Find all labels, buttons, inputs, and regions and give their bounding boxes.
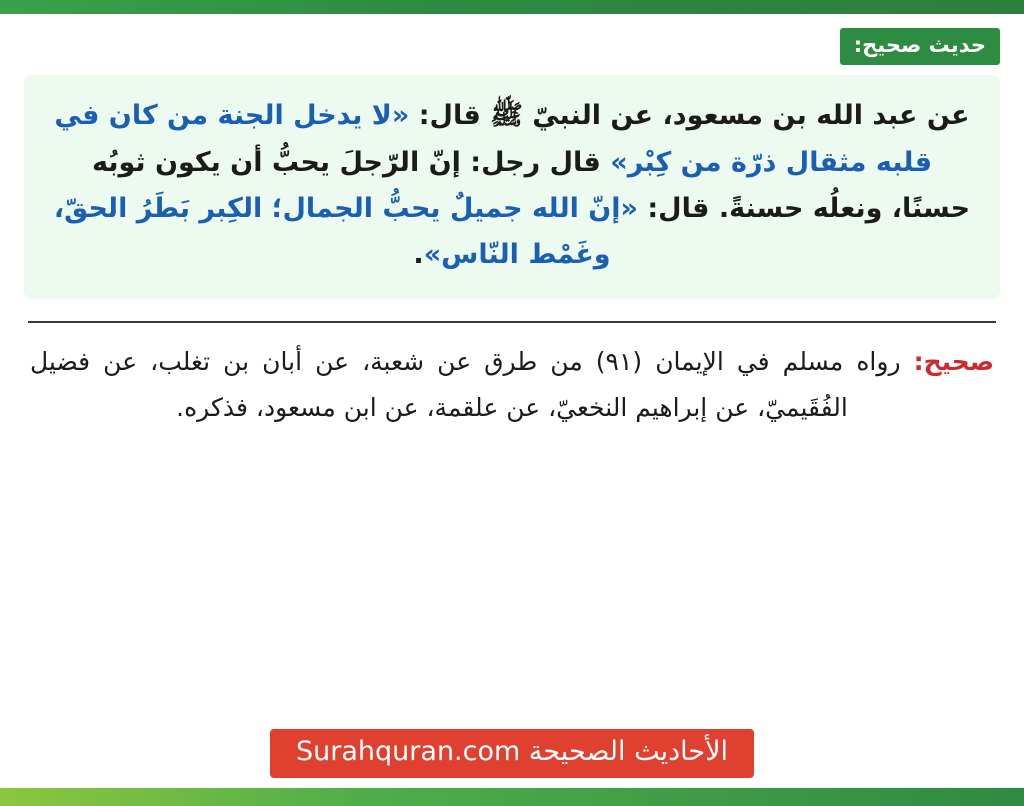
section-divider (28, 321, 996, 323)
hadith-quote-2: «إنّ الله جميلٌ يحبُّ الجمال؛ الكِبر بَطَرُ الحقّ، وغَمْط النّاس» (53, 192, 638, 271)
takhrij-text (30, 339, 994, 432)
takhrij-grade-word: صحيح: (913, 346, 994, 376)
hadith-quote-1: «لا يدخل الجنة من كان في قلبه مثقال ذرّة من كِبْر» (54, 100, 932, 178)
hadith-part-3: . (413, 239, 424, 271)
top-green-bar (0, 0, 1024, 14)
takhrij-body: رواه مسلم في الإيمان (٩١) من طرق عن شعبة، عن أبان بن تغلب، عن فضيل الفُقَيميّ، عن إبراهيم النخعيّ، عن علقمة، عن ابن مسعود، فذكره. (30, 346, 914, 423)
hadith-part-1: عن عبد الله بن مسعود، عن النبيّ ﷺ قال: (409, 100, 970, 132)
grade-tag-row (24, 28, 1000, 65)
content-spacer (24, 431, 1000, 702)
hadith-part-2: قال رجل: إنّ الرّجلَ يحبُّ أن يكون ثوبُه حسنًا، ونعلُه حسنةً. قال: (91, 146, 971, 224)
bottom-green-bar (0, 788, 1024, 806)
site-badge[interactable]: الأحاديث الصحيحة Surahquran.com (270, 729, 754, 778)
hadith-text (50, 93, 974, 279)
card-content (0, 14, 1024, 788)
footer-row (24, 729, 1000, 778)
status-badge: حديث صحيح: (840, 28, 1000, 65)
hadith-box (24, 75, 1000, 299)
